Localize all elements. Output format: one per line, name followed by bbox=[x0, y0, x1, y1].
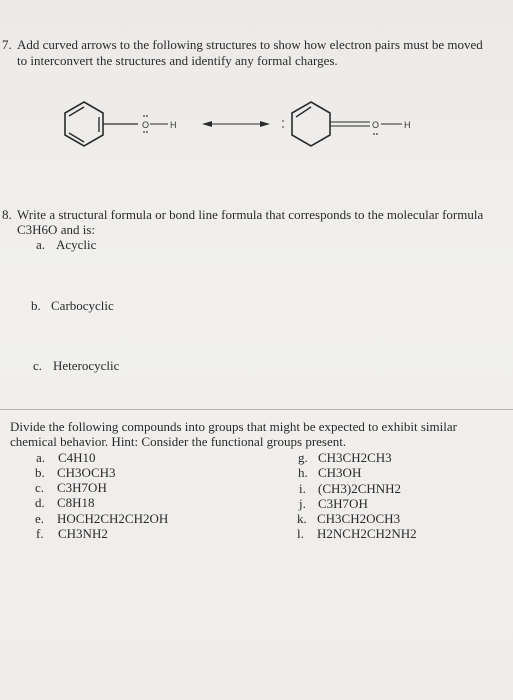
q8-b-text: Carbocyclic bbox=[51, 298, 114, 313]
q8-c-marker: c. bbox=[33, 358, 43, 373]
list-item-formula: CH3CH2CH3 bbox=[318, 450, 392, 465]
right-structure bbox=[292, 102, 411, 146]
list-item-marker: a. bbox=[36, 450, 46, 465]
list-item-marker: j. bbox=[299, 496, 306, 511]
list-item-formula: C4H10 bbox=[58, 450, 96, 465]
list-item-formula: (CH3)2CHNH2 bbox=[318, 481, 402, 496]
q8-a-marker: a. bbox=[36, 237, 46, 252]
list-item-marker: e. bbox=[35, 511, 45, 526]
list-item-formula: HOCH2CH2CH2OH bbox=[57, 511, 169, 526]
q7-line2: to interconvert the structures and identify any formal charges. bbox=[17, 53, 338, 68]
resonance-structures-diagram bbox=[50, 90, 430, 165]
right-hydrogen-label: H bbox=[404, 120, 411, 130]
q8-b-marker: b. bbox=[31, 298, 41, 313]
list-item-marker: c. bbox=[35, 480, 45, 495]
q9-line1: Divide the following compounds into groups that might be expected to exhibit similar bbox=[10, 419, 457, 434]
q8-c-text: Heterocyclic bbox=[53, 358, 120, 373]
q8-line1: Write a structural formula or bond line formula that corresponds to the molecular formula bbox=[17, 207, 484, 222]
section-divider bbox=[0, 409, 513, 410]
resonance-arrow bbox=[202, 120, 284, 128]
q8-number: 8. bbox=[2, 207, 12, 222]
q7-number: 7. bbox=[2, 37, 12, 52]
q7-line1: Add curved arrows to the following structures to show how electron pairs must be moved bbox=[17, 37, 483, 52]
left-structure bbox=[65, 102, 177, 146]
list-item-marker: h. bbox=[298, 465, 308, 480]
right-oxygen-label: O bbox=[372, 120, 380, 130]
list-item-formula: CH3OH bbox=[318, 465, 362, 480]
list-item-formula: C3H7OH bbox=[57, 480, 107, 495]
list-item-marker: d. bbox=[35, 495, 45, 510]
left-hydrogen-label: H bbox=[170, 120, 177, 130]
list-item-formula: CH3OCH3 bbox=[57, 465, 116, 480]
list-item-marker: i. bbox=[299, 481, 306, 496]
list-item-marker: k. bbox=[297, 511, 307, 526]
list-item-marker: l. bbox=[297, 526, 304, 541]
list-item-formula: CH3CH2OCH3 bbox=[317, 511, 401, 526]
q8-a-text: Acyclic bbox=[56, 237, 97, 252]
q8-line2: C3H6O and is: bbox=[17, 222, 95, 237]
list-item-formula: C8H18 bbox=[57, 495, 95, 510]
list-item-formula: CH3NH2 bbox=[58, 526, 108, 541]
list-item-marker: b. bbox=[35, 465, 45, 480]
list-item-marker: f. bbox=[36, 526, 44, 541]
left-oxygen-label: O bbox=[142, 120, 150, 130]
list-item-marker: g. bbox=[298, 450, 308, 465]
list-item-formula: C3H7OH bbox=[318, 496, 368, 511]
q9-line2: chemical behavior. Hint: Consider the functional groups present. bbox=[10, 434, 347, 449]
list-item-formula: H2NCH2CH2NH2 bbox=[317, 526, 417, 541]
